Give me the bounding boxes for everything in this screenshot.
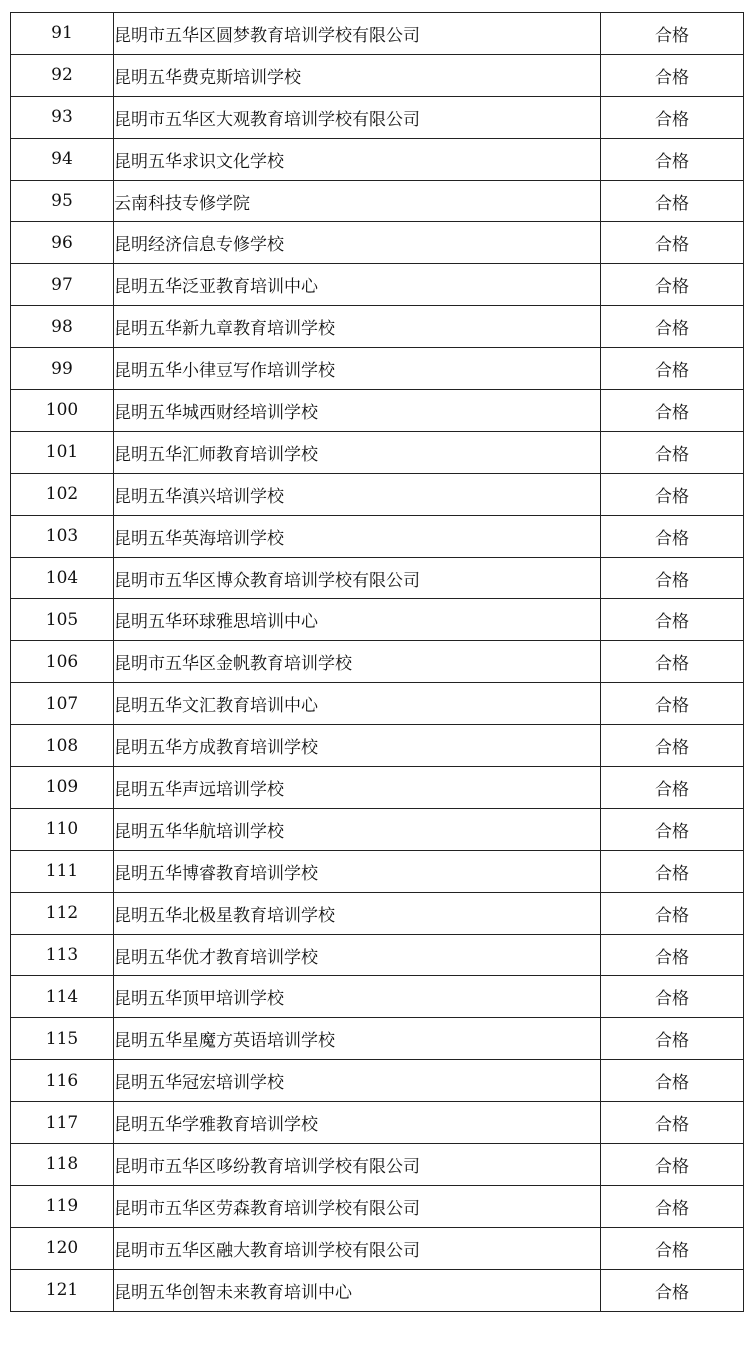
inspection-result: 合格 bbox=[601, 515, 744, 557]
inspection-result: 合格 bbox=[601, 473, 744, 515]
table-row bbox=[11, 767, 744, 809]
school-name: 昆明市五华区博众教育培训学校有限公司 bbox=[114, 557, 601, 599]
row-number: 93 bbox=[11, 96, 114, 138]
row-number: 120 bbox=[11, 1227, 114, 1269]
table-row bbox=[11, 850, 744, 892]
row-number: 102 bbox=[11, 473, 114, 515]
results-table-body bbox=[11, 13, 744, 1312]
row-number: 115 bbox=[11, 1018, 114, 1060]
table-row bbox=[11, 808, 744, 850]
inspection-result: 合格 bbox=[601, 306, 744, 348]
inspection-result: 合格 bbox=[601, 1227, 744, 1269]
row-number: 107 bbox=[11, 683, 114, 725]
school-name: 昆明五华北极星教育培训学校 bbox=[114, 892, 601, 934]
table-row bbox=[11, 431, 744, 473]
inspection-result: 合格 bbox=[601, 808, 744, 850]
school-name: 昆明五华泛亚教育培训中心 bbox=[114, 264, 601, 306]
table-row bbox=[11, 1185, 744, 1227]
school-name: 昆明市五华区劳森教育培训学校有限公司 bbox=[114, 1185, 601, 1227]
school-name: 昆明五华文汇教育培训中心 bbox=[114, 683, 601, 725]
inspection-result: 合格 bbox=[601, 54, 744, 96]
table-row bbox=[11, 934, 744, 976]
table-row bbox=[11, 473, 744, 515]
table-row bbox=[11, 96, 744, 138]
table-row bbox=[11, 13, 744, 55]
results-table-container bbox=[10, 12, 743, 1312]
row-number: 106 bbox=[11, 641, 114, 683]
school-name: 昆明市五华区大观教育培训学校有限公司 bbox=[114, 96, 601, 138]
inspection-result: 合格 bbox=[601, 641, 744, 683]
school-name: 昆明五华博睿教育培训学校 bbox=[114, 850, 601, 892]
row-number: 112 bbox=[11, 892, 114, 934]
row-number: 98 bbox=[11, 306, 114, 348]
school-name: 昆明五华汇师教育培训学校 bbox=[114, 431, 601, 473]
row-number: 108 bbox=[11, 725, 114, 767]
row-number: 95 bbox=[11, 180, 114, 222]
school-name: 昆明五华冠宏培训学校 bbox=[114, 1060, 601, 1102]
row-number: 94 bbox=[11, 138, 114, 180]
school-name: 昆明五华顶甲培训学校 bbox=[114, 976, 601, 1018]
school-name: 昆明五华滇兴培训学校 bbox=[114, 473, 601, 515]
inspection-result: 合格 bbox=[601, 96, 744, 138]
row-number: 101 bbox=[11, 431, 114, 473]
row-number: 91 bbox=[11, 13, 114, 55]
inspection-result: 合格 bbox=[601, 557, 744, 599]
inspection-result: 合格 bbox=[601, 1144, 744, 1186]
inspection-result: 合格 bbox=[601, 138, 744, 180]
inspection-result: 合格 bbox=[601, 850, 744, 892]
school-name: 昆明五华费克斯培训学校 bbox=[114, 54, 601, 96]
school-name: 昆明五华城西财经培训学校 bbox=[114, 390, 601, 432]
row-number: 113 bbox=[11, 934, 114, 976]
row-number: 116 bbox=[11, 1060, 114, 1102]
table-row bbox=[11, 390, 744, 432]
table-row bbox=[11, 1102, 744, 1144]
row-number: 109 bbox=[11, 767, 114, 809]
table-row bbox=[11, 1269, 744, 1311]
table-row bbox=[11, 1144, 744, 1186]
table-row bbox=[11, 138, 744, 180]
inspection-result: 合格 bbox=[601, 1185, 744, 1227]
school-name: 昆明市五华区融大教育培训学校有限公司 bbox=[114, 1227, 601, 1269]
row-number: 119 bbox=[11, 1185, 114, 1227]
school-name: 昆明市五华区金帆教育培训学校 bbox=[114, 641, 601, 683]
school-name: 昆明五华学雅教育培训学校 bbox=[114, 1102, 601, 1144]
school-name: 昆明五华新九章教育培训学校 bbox=[114, 306, 601, 348]
school-name: 昆明五华声远培训学校 bbox=[114, 767, 601, 809]
table-row bbox=[11, 54, 744, 96]
row-number: 99 bbox=[11, 348, 114, 390]
table-row bbox=[11, 515, 744, 557]
row-number: 111 bbox=[11, 850, 114, 892]
school-name: 昆明五华创智未来教育培训中心 bbox=[114, 1269, 601, 1311]
inspection-result: 合格 bbox=[601, 976, 744, 1018]
inspection-result: 合格 bbox=[601, 599, 744, 641]
inspection-result: 合格 bbox=[601, 1060, 744, 1102]
inspection-result: 合格 bbox=[601, 1269, 744, 1311]
inspection-result: 合格 bbox=[601, 1018, 744, 1060]
table-row bbox=[11, 892, 744, 934]
school-name: 昆明五华小律豆写作培训学校 bbox=[114, 348, 601, 390]
inspection-result: 合格 bbox=[601, 13, 744, 55]
school-name: 昆明五华英海培训学校 bbox=[114, 515, 601, 557]
inspection-result: 合格 bbox=[601, 390, 744, 432]
school-name: 昆明五华优才教育培训学校 bbox=[114, 934, 601, 976]
table-row bbox=[11, 683, 744, 725]
inspection-result: 合格 bbox=[601, 264, 744, 306]
row-number: 96 bbox=[11, 222, 114, 264]
row-number: 110 bbox=[11, 808, 114, 850]
inspection-result: 合格 bbox=[601, 767, 744, 809]
table-row bbox=[11, 222, 744, 264]
school-name: 昆明经济信息专修学校 bbox=[114, 222, 601, 264]
row-number: 103 bbox=[11, 515, 114, 557]
row-number: 114 bbox=[11, 976, 114, 1018]
table-row bbox=[11, 1060, 744, 1102]
inspection-result: 合格 bbox=[601, 180, 744, 222]
table-row bbox=[11, 599, 744, 641]
table-row bbox=[11, 1018, 744, 1060]
school-name: 昆明五华求识文化学校 bbox=[114, 138, 601, 180]
inspection-result: 合格 bbox=[601, 222, 744, 264]
school-name: 昆明市五华区哆纷教育培训学校有限公司 bbox=[114, 1144, 601, 1186]
table-row bbox=[11, 976, 744, 1018]
row-number: 121 bbox=[11, 1269, 114, 1311]
results-table bbox=[10, 12, 744, 1312]
inspection-result: 合格 bbox=[601, 431, 744, 473]
row-number: 92 bbox=[11, 54, 114, 96]
table-row bbox=[11, 306, 744, 348]
school-name: 昆明五华星魔方英语培训学校 bbox=[114, 1018, 601, 1060]
school-name: 昆明五华环球雅思培训中心 bbox=[114, 599, 601, 641]
school-name: 昆明五华方成教育培训学校 bbox=[114, 725, 601, 767]
table-row bbox=[11, 1227, 744, 1269]
school-name: 云南科技专修学院 bbox=[114, 180, 601, 222]
table-row bbox=[11, 641, 744, 683]
row-number: 104 bbox=[11, 557, 114, 599]
table-row bbox=[11, 557, 744, 599]
school-name: 昆明五华华航培训学校 bbox=[114, 808, 601, 850]
inspection-result: 合格 bbox=[601, 683, 744, 725]
inspection-result: 合格 bbox=[601, 1102, 744, 1144]
row-number: 118 bbox=[11, 1144, 114, 1186]
row-number: 117 bbox=[11, 1102, 114, 1144]
row-number: 100 bbox=[11, 390, 114, 432]
school-name: 昆明市五华区圆梦教育培训学校有限公司 bbox=[114, 13, 601, 55]
row-number: 97 bbox=[11, 264, 114, 306]
inspection-result: 合格 bbox=[601, 934, 744, 976]
table-row bbox=[11, 348, 744, 390]
table-row bbox=[11, 725, 744, 767]
table-row bbox=[11, 180, 744, 222]
inspection-result: 合格 bbox=[601, 892, 744, 934]
table-row bbox=[11, 264, 744, 306]
inspection-result: 合格 bbox=[601, 725, 744, 767]
row-number: 105 bbox=[11, 599, 114, 641]
inspection-result: 合格 bbox=[601, 348, 744, 390]
